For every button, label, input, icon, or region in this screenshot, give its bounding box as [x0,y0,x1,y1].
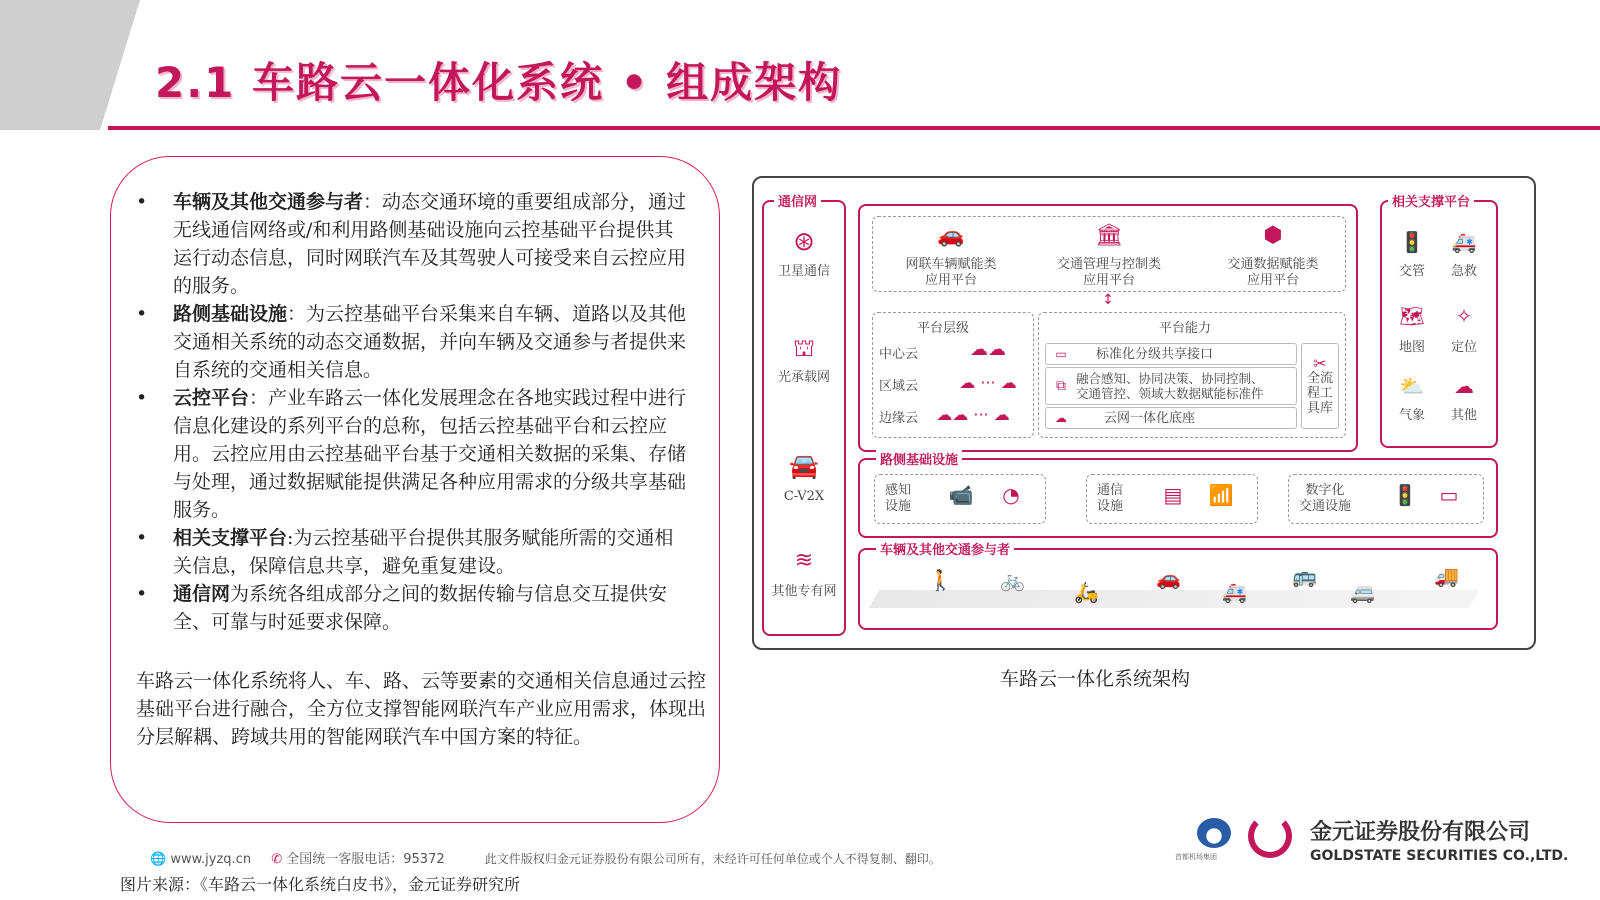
capability-row-label: 标准化分级共享接口 [1096,346,1214,362]
support-platform-title: 相关支撑平台 [1388,191,1474,210]
platform-layers [872,312,1034,438]
ambulance-icon: 🚑 [1222,580,1247,604]
bullet-dot: • [136,303,148,325]
comm-item: 光承载网 [777,370,830,385]
bullet-body: ：动态交通环境的重要组成部分，通过无线通信网络或/和利用路侧基础设施向云控基础平台提供其运行动态信息，同时网联汽车及其驾驶人可接受来自云控应用的服务。 [173,191,687,297]
interface-icon: ▭ [1055,346,1067,361]
bullet-body: 为系统各组成部分之间的数据传输与信息交互提供安全、可靠与时延要求保障。 [173,583,668,633]
company-name-cn: 金元证券股份有限公司 [1310,820,1531,845]
app-platform-label: 交通管理与控制类 应用平台 [1056,257,1161,288]
comm-item: C-V2X [783,489,825,504]
compass-icon: ✧ [1455,304,1473,328]
roadside-item: 通信 设施 [1097,483,1124,514]
van-icon: 🚐 [1350,580,1375,604]
bullet-body: ：为云控基础平台采集来自车辆、道路以及其他交通相关系统的动态交通数据，并向车辆及交通参与者提供来自系统的交通相关信息。 [173,303,687,381]
network-tree-icon: ⛫ [792,334,816,362]
camera-icon: 📹 [948,483,974,507]
website-link[interactable]: www.jyzq.cn [170,852,252,867]
cloud-icon: ☁ [1454,374,1474,398]
map-icon: 🗺 [1399,304,1425,328]
globe-icon: 🌐 [150,852,167,867]
support-item: 交管 [1398,264,1425,279]
bullet-item [120,300,690,384]
bullet-item [120,384,690,524]
layer-item: 边缘云 [879,411,919,426]
bicycle-icon: 🚲 [1000,568,1025,592]
hotline-text: 全国统一客服电话：95372 [286,852,445,867]
traffic-signal-icon: 🚦 [1392,483,1418,507]
support-item: 定位 [1450,340,1477,355]
satellite-icon: ⊛ [793,227,815,257]
road-surface [869,590,1479,608]
roadside-item: 感知 设施 [885,483,912,514]
capability-row [1045,407,1297,429]
layer-item: 区域云 [879,379,919,394]
car-icon: 🚗 [1156,566,1181,590]
bullet-head: 相关支撑平台 [173,527,288,549]
bullet-item [120,188,690,300]
bullet-body: ：产业车路云一体化发展理念在各地实践过程中进行信息化建设的系列平台的总称，包括云控基础平台和云控应用。云控应用由云控基础平台基于交通相关数据的采集、存储与处理，通过数据赋能提供满足各种应用需求的分级共享基础服务。 [173,387,687,521]
cloud-network-icon: ☁ [1055,410,1067,425]
copyright-notice: 此文件版权归金元证券股份有限公司所有，未经许可任何单位或个人不得复制、翻印。 [484,852,941,866]
layer-item: 中心云 [879,347,919,362]
capability-row [1045,343,1297,365]
tools-icon: ✂ [1313,354,1327,373]
data-cubes-icon: ⬢ [1263,223,1283,248]
footer-bar [150,848,941,867]
bullet-dot: • [136,583,148,605]
airport-group-label: 首都机场集团 [1175,853,1217,861]
app-platform-label: 网联车辆赋能类 应用平台 [905,257,997,288]
roadside-group [874,474,1046,524]
architecture-diagram [752,176,1536,650]
title-divider [108,126,1600,130]
page-title: 2.1 车路云一体化系统 • 组成架构 [155,58,843,107]
weather-icon: ⛅ [1399,374,1425,398]
app-platform-label: 交通数据赋能类 应用平台 [1227,257,1319,288]
wifi-icon: ≋ [794,548,814,573]
comm-network-panel [762,195,846,636]
application-platforms [872,216,1346,292]
airport-group-logo [1197,818,1231,848]
bullet-head: 路侧基础设施 [173,303,288,325]
platform-capability [1038,312,1346,438]
bullet-item [120,580,690,636]
bullet-head: 云控平台 [173,387,250,409]
roadside-group [1086,474,1258,524]
toolkit-box [1301,343,1339,429]
roadside-title: 路侧基础设施 [876,449,962,468]
roadside-panel [858,453,1498,538]
image-source: 图片来源：《车路云一体化系统白皮书》，金元证券研究所 [120,875,521,894]
traffic-light-icon: 🚦 [1399,230,1425,254]
capability-row-label: 云网一体化底座 [1104,410,1196,426]
road-sign-icon: ▭ [1439,483,1459,507]
radar-icon: ◔ [1002,483,1020,507]
government-building-icon: 🏛 [1095,223,1123,248]
support-item: 急救 [1450,264,1477,279]
center-cloud-icon: ☁☁ [970,339,1006,360]
bullet-dot: • [136,387,148,409]
vehicles-title: 车辆及其他交通参与者 [876,539,1014,558]
support-item: 气象 [1398,408,1425,423]
bullet-dot: • [136,191,148,213]
vehicles-panel [858,543,1498,630]
phone-icon: ✆ [271,852,283,867]
roadside-group [1288,474,1484,524]
regional-cloud-icon: ☁ ··· ☁ [959,373,1017,392]
bullet-list [120,188,690,636]
bullet-dot: • [136,527,148,549]
capability-title: 平台能力 [1159,321,1212,336]
rsu-antenna-icon: 📶 [1208,483,1234,507]
comm-item: 卫星通信 [777,264,830,279]
corner-decoration [0,0,140,130]
car-icon: 🚘 [789,452,819,480]
ambulance-icon: 🚑 [1451,230,1477,254]
modules-icon: ⧉ [1056,377,1066,394]
motorcycle-icon: 🛵 [1074,580,1099,604]
updown-arrow-icon: ↕ [1102,292,1114,308]
capability-row [1045,367,1297,405]
layers-title: 平台层级 [917,321,970,336]
toolkit-label: 全流 程工 具库 [1306,371,1333,416]
cloud-platform-panel [858,204,1358,452]
pedestrian-icon: 🚶 [928,568,953,592]
bullet-head: 车辆及其他交通参与者 [173,191,364,213]
edge-cloud-icon: ☁☁ ··· ☁ [936,405,1010,424]
connected-car-icon: 🚗 [937,223,965,248]
server-icon: ▤ [1163,483,1183,507]
summary-paragraph: 车路云一体化系统将人、车、路、云等要素的交通相关信息通过云控基础平台进行融合，全方位支撑智能网联汽车产业应用需求，体现出分层解耦、跨域共用的智能网联汽车中国方案的特征。 [136,670,707,748]
bus-icon: 🚌 [1292,564,1317,588]
bullet-head: 通信网 [173,583,231,605]
comm-network-title: 通信网 [774,191,821,210]
figure-caption: 车路云一体化系统架构 [1000,668,1191,690]
support-item: 地图 [1398,340,1425,355]
truck-icon: 🚚 [1434,564,1459,588]
goldstate-logo [1248,814,1292,858]
comm-item: 其他专有网 [771,584,837,599]
support-item: 其他 [1450,408,1477,423]
bullet-body: :为云控基础平台提供其服务赋能所需的交通相关信息，保障信息共享，避免重复建设。 [173,527,674,577]
capability-row-label: 融合感知、协同决策、协同控制、 交通管控、领域大数据赋能标准件 [1076,371,1264,401]
roadside-item: 数字化 交通设施 [1299,483,1352,514]
bullet-item [120,524,690,580]
company-name-en: GOLDSTATE SECURITIES CO.,LTD. [1310,848,1569,864]
support-platform-panel [1380,195,1498,448]
